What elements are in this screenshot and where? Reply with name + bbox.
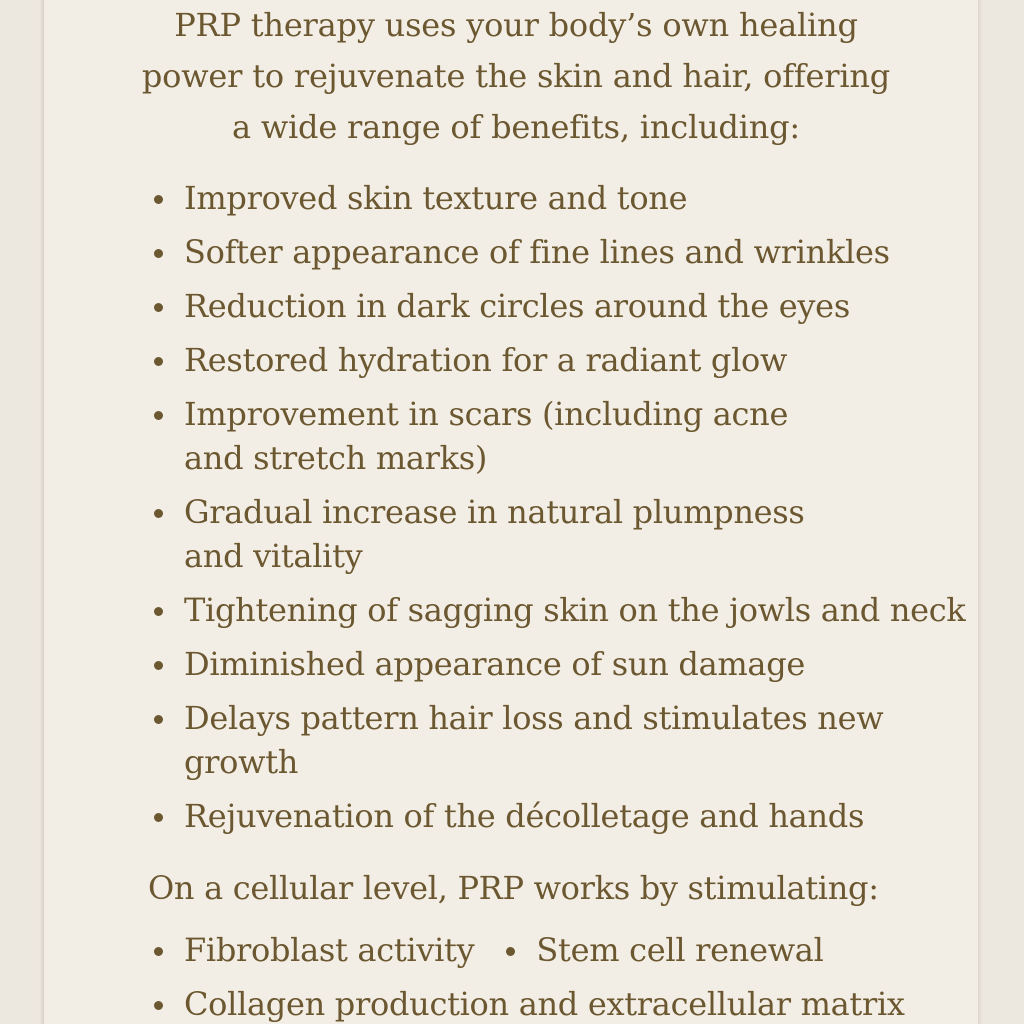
list-item <box>148 338 978 382</box>
list-item-text: Stem cell renewal <box>536 931 824 969</box>
bullet-icon <box>154 509 163 518</box>
bullet-icon <box>154 607 163 616</box>
bullet-icon <box>154 357 163 366</box>
list-item <box>148 490 978 578</box>
list-item <box>148 696 978 784</box>
list-item <box>148 982 905 1024</box>
intro-line: power to rejuvenate the skin and hair, offering <box>141 57 891 95</box>
list-item <box>148 176 978 220</box>
intro-paragraph <box>96 0 936 153</box>
bullet-icon <box>506 947 515 956</box>
bullet-icon <box>154 661 163 670</box>
list-item-text-continued: and vitality <box>184 537 363 575</box>
bullet-icon <box>154 947 163 956</box>
list-item <box>148 588 978 632</box>
list-item-text: Gradual increase in natural plumpness <box>184 493 805 531</box>
bullet-icon <box>154 813 163 822</box>
intro-line: a wide range of benefits, including: <box>231 108 800 146</box>
list-item-text: Reduction in dark circles around the eyes <box>184 287 850 325</box>
list-item-text: Fibroblast activity <box>184 931 475 969</box>
list-item-text: Tightening of sagging skin on the jowls and neck <box>184 591 966 629</box>
list-item <box>148 928 474 972</box>
list-item <box>148 642 978 686</box>
list-item-text-continued: and stretch marks) <box>184 439 488 477</box>
bullet-icon <box>154 249 163 258</box>
bullet-icon <box>154 411 163 420</box>
list-item-text: Rejuvenation of the décolletage and hands <box>184 797 865 835</box>
bullet-icon <box>154 1001 163 1010</box>
list-item <box>148 284 978 328</box>
intro-line: PRP therapy uses your body’s own healing <box>174 6 858 44</box>
list-item-text: Restored hydration for a radiant glow <box>184 341 788 379</box>
benefits-list <box>148 176 978 848</box>
list-item <box>148 794 978 838</box>
bullet-icon <box>154 303 163 312</box>
list-item <box>500 928 823 972</box>
list-item <box>148 230 978 274</box>
list-item-text: Collagen production and extracellular matrix <box>184 985 905 1023</box>
bullet-icon <box>154 195 163 204</box>
list-item-text: Delays pattern hair loss and stimulates new <box>184 699 884 737</box>
bullet-icon <box>154 715 163 724</box>
list-item-text: Diminished appearance of sun damage <box>184 645 806 683</box>
list-item <box>148 392 978 480</box>
list-item-text: Improvement in scars (including acne <box>184 395 789 433</box>
list-item-text: Improved skin texture and tone <box>184 179 688 217</box>
list-item-text-continued: growth <box>184 743 299 781</box>
cellular-heading: On a cellular level, PRP works by stimulating: <box>148 869 879 907</box>
list-item-text: Softer appearance of fine lines and wrinkles <box>184 233 890 271</box>
cellular-row <box>148 928 824 972</box>
cellular-row <box>148 982 905 1024</box>
